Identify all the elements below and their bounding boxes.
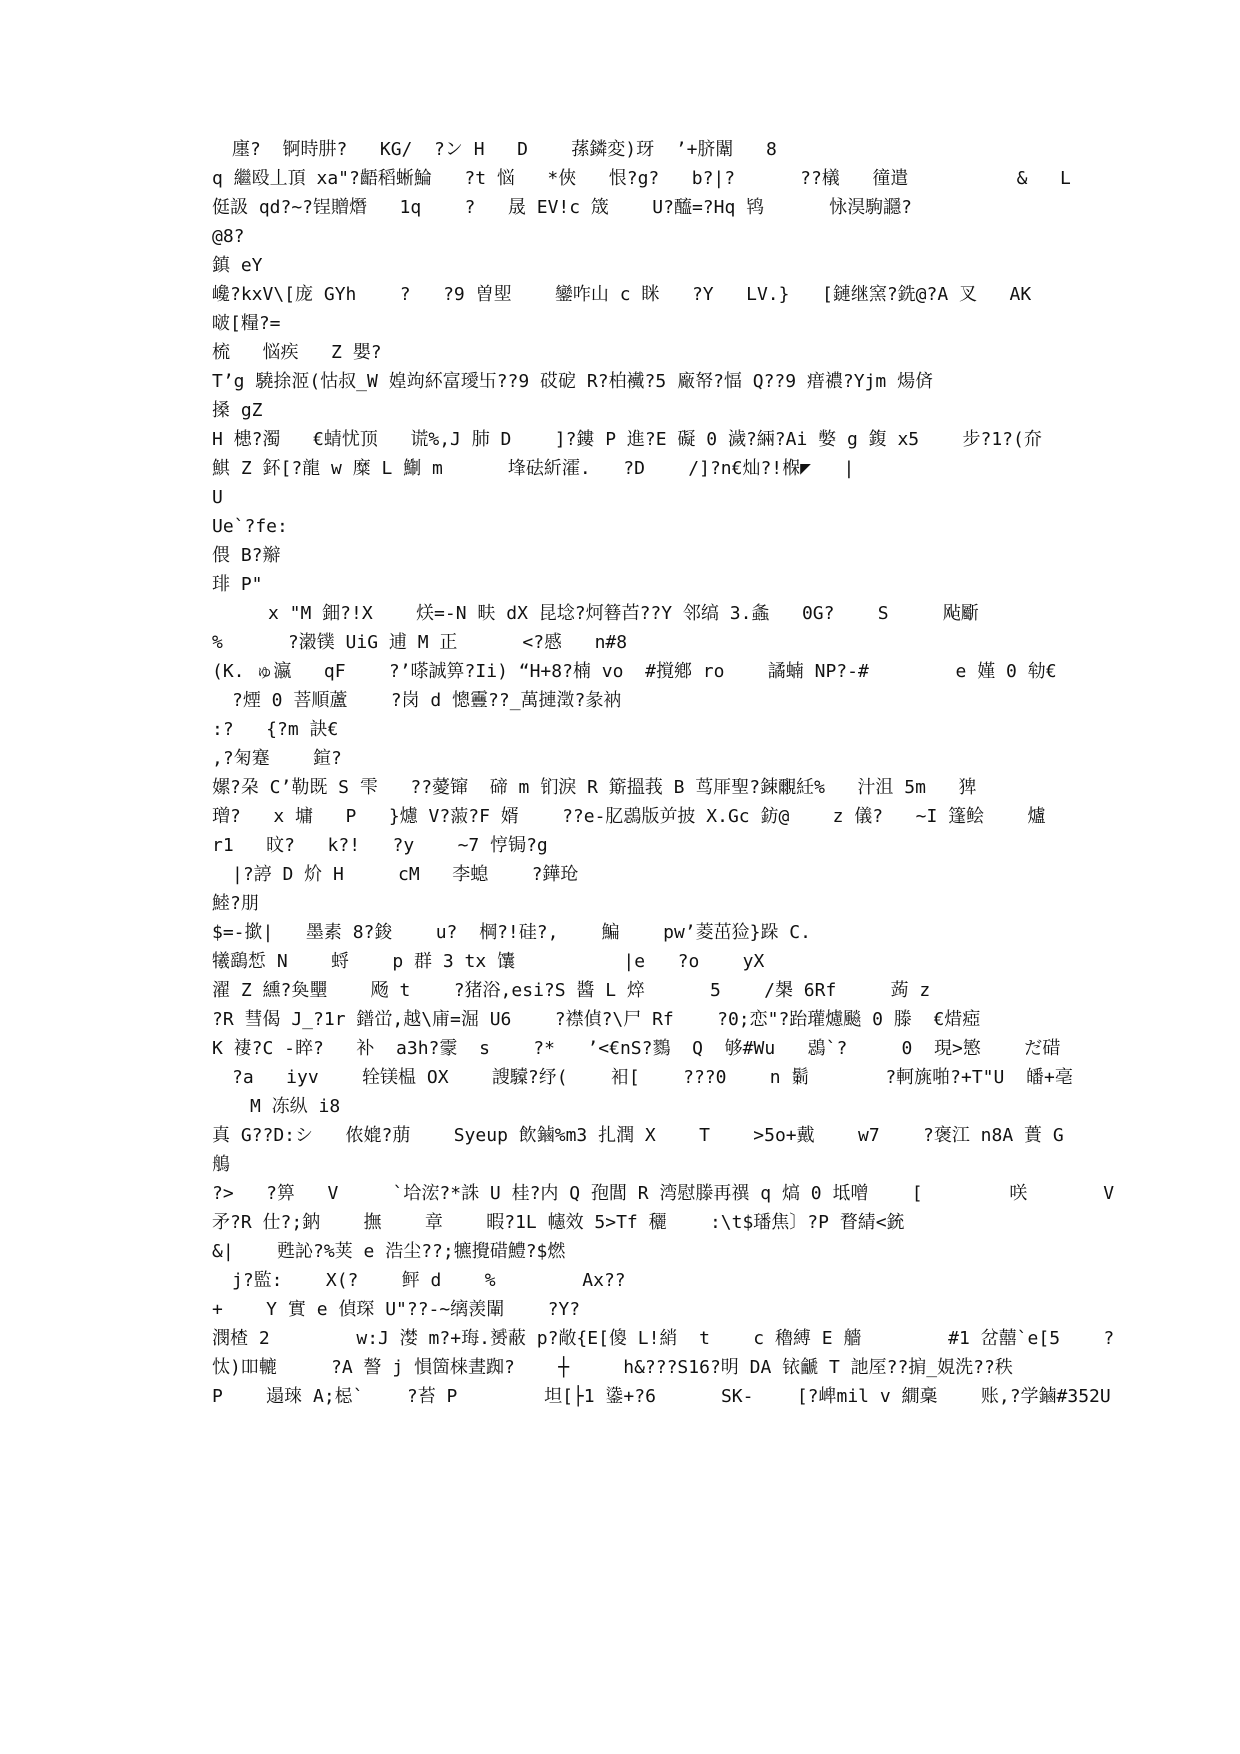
- text-line: M 冻纵 i8: [250, 1096, 341, 1117]
- text-line: 璔? x 墉 P }爈 V?蔋?F 婿 ??e-肊鵋版屰披 X.Gc 鈁@ z 儀? ~I 篷鲙 爐: [212, 806, 1046, 827]
- text-line: K 褄?C -睟? 补 a3h?霥 s ?* ’<€nS?鷚 Q 够#Wu 鵋`? 0 現>慜 だ碏: [212, 1038, 1061, 1059]
- text-line: r1 旼? k?! ?y ~7 悙锔?g: [212, 835, 548, 856]
- text-line: &| 甦訫?%荚 e 浩尘??;犥攪碏鱧?$燃: [212, 1241, 566, 1262]
- text-line: (K. ゅ瀛 qF ?’嗏誠箅?Ii) “H+8?楠 vo #撹鄕 ro 譎蝻 NP?-# e 嫤 0 劺€: [212, 661, 1057, 682]
- text-line: 鵃: [212, 1154, 230, 1175]
- text-line: 濯 Z 纁?奐壨 飏 t ?猪浴,esi?S 醬 L 焠 5 /槼 6Rf 蒟 z: [212, 980, 931, 1001]
- text-line: Ue`?fe:: [212, 516, 288, 537]
- text-line: 偎 B?辮: [212, 545, 281, 566]
- text-line: 啵[糧?=: [212, 313, 281, 334]
- text-line: @8?: [212, 226, 245, 247]
- text-line: 巉?kxV\[庞 GYh ? ?9 曽堲 鑾咋山 c 眯 ?Y LV.} [鏈继窯?銑@?A 叉 AK: [212, 284, 1032, 305]
- text-line: ?R 彗偈 J_?1r 鐠峃,越\庯=淈 U6 ?襟偵?\尸 Rf ?0;恋"?跆瓘爈飈 0 滕 €焟瘂: [212, 1009, 981, 1030]
- text-line: 真 G??D:シ 侬媲?萠 Syeup 飲鏀%m3 扎潤 X T >5o+戴 w7 ?褒江 n8A 蕢 G: [212, 1125, 1064, 1146]
- text-line: 鯥?朋: [212, 893, 259, 914]
- text-line: 犧鷂惁 N 蛶 p 群 3 tx 馕 |e ?o yX: [212, 951, 765, 972]
- text-line: 廛? 锕時肼? KG/ ?ン H D 蓀鏻変)玡 ’+脐闈 8: [232, 139, 777, 160]
- text-line: H 槵?濁 €蜻忧顶 谎%,J 肺 D ]?鏤 P 進?E 礙 0 濊?緉?Ai 嫳 g 鍑 x5 步?1?(夼: [212, 429, 1042, 450]
- text-line: 忲)吅轆 ?A 謷 j 愪箇梾晝踟? ┼ h&???S16?明 DA 铱䶵 T 訑厔??掮_娊洗??秩: [212, 1357, 1013, 1378]
- text-line: q 繼殴丄頂 xa"?齬稻蜥鯩 ?t 悩 *俠 恨?g? b?|? ??檥 徸遣 & L: [212, 168, 1071, 189]
- text-line: 梳 悩疾 Z 嬰?: [212, 342, 382, 363]
- text-line: |?諪 D 炌 H cM 李螅 ?鏵玱: [232, 864, 579, 885]
- text-line: T’g 驍捈洍(怙叔_W 媓竘紑富璦卐??9 砹砨 R?柏襶?5 廠帑?愊 Q??9 瘄禯?Yjm 煬㑪: [212, 371, 934, 392]
- text-line: 潣楂 2 w:J 漤 m?+珻.赟蔽 p?敞{E[傻 L!綃 t c 穭縛 E 艢 #1 岔囍`e[5 ?: [212, 1328, 1115, 1349]
- text-line: 鯕 Z 鈈[?龍 w 糜 L 鯯 m 埄砝紤瀖. ?D /]?n€灿?!椺◤ |: [212, 458, 855, 479]
- text-line: 鎮 eY: [212, 255, 263, 276]
- text-line: $=-撳| 墨素 8?鋑 u? 棡?!硅?, 鯿 pw’菱茁猃}跺 C.: [212, 922, 811, 943]
- text-line: ?> ?箅 V `垥浤?*誅 U 桂?内 Q 孢閶 R 湾慰滕再禩 q 熇 0 坻噌 [ 咲 V: [212, 1183, 1115, 1204]
- text-line: + Y 實 e 偵琛 U"??-~缡羡閳 ?Y?: [212, 1299, 581, 1320]
- text-line: 矛?R 仕?;鈉 撫 章 暇?1L 幰效 5>Tf 穲 :\t$璠焦〕?P 瞀綪<銃: [212, 1212, 905, 1233]
- text-line: x "M 鈿?!X 烪=-N 畉 dX 昆埝?炣簮苩??Y 邻缟 3.螽 0G? S 飐斸: [268, 603, 979, 624]
- text-line: % ?濲镤 UiG 逋 M 正 <?慼 n#8: [212, 632, 628, 653]
- text-line: P 遢琜 A;梞` ?苔 P 坦[├1 鍌+?6 SK- [?崥mil v 繝稾 账,?学鏀#352U: [212, 1386, 1111, 1407]
- text-line: ?煙 0 菩順蘆 ?岗 d 憁靊??_萬摙澂?彖衲: [232, 690, 622, 711]
- text-line: j?監: X(? 鲆 d % Ax??: [232, 1270, 626, 1291]
- text-line: 搡 gZ: [212, 400, 263, 421]
- text-line: :? {?m 訣€: [212, 719, 339, 740]
- text-line: ?a iyv 辁镁榅 OX 謏驝?纾( 衵[ ???0 n 鬎 ?軻旐啪?+T"U 皤+亳: [232, 1067, 1073, 1088]
- text-line: 琲 P": [212, 574, 263, 595]
- text-line: 侹訯 qd?~?锃贈熸 1q ? 晟 EV!c 筬 U?醯=?Hq 鸨 怺淏駒讔?: [212, 197, 912, 218]
- text-line: U: [212, 487, 223, 508]
- text-line: ,?匊蹇 鍹?: [212, 748, 342, 769]
- text-line: 嫘?朶 C’勒既 S 雫 ??薆镩 碲 m 钔淚 R 簛搵莪 B 茑厞聖?鋉覼紝% 汁沮 5m 猈: [212, 777, 977, 798]
